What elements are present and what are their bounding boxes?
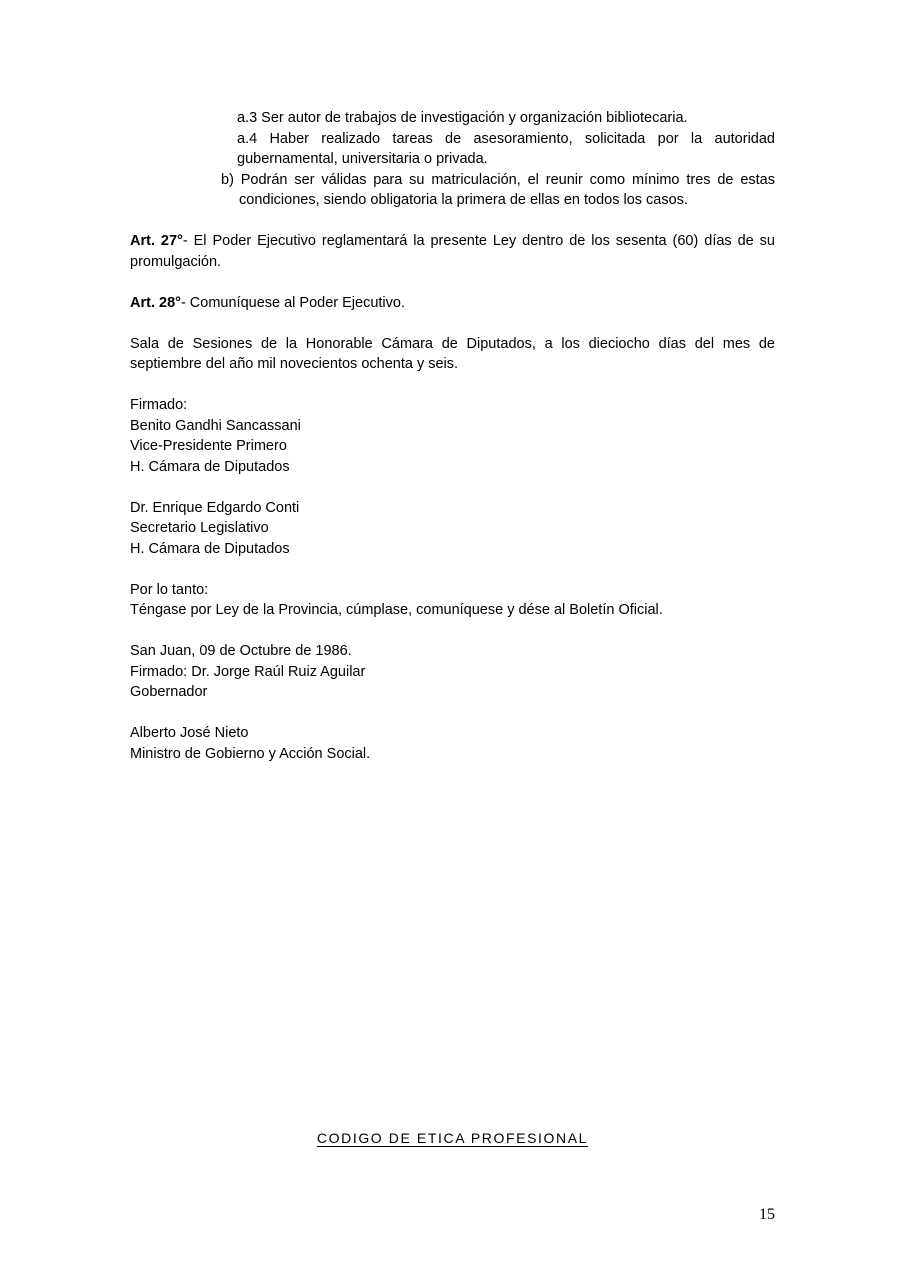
article-28 (130, 293, 775, 314)
page-number: 15 (759, 1206, 775, 1223)
spacer (130, 621, 775, 642)
signer1-org: H. Cámara de Diputados (130, 458, 290, 475)
minister-role: Ministro de Gobierno y Acción Social. (130, 745, 371, 762)
minister-name: Alberto José Nieto (130, 725, 249, 741)
article-28-label: Art. 28° (130, 294, 181, 311)
signer2-name: Dr. Enrique Edgardo Conti (130, 499, 300, 516)
article-27-label: Art. 27° (130, 233, 183, 249)
spacer (130, 211, 775, 232)
por-lo-tanto-text: Téngase por Ley de la Provincia, cúmplase, comuníquese y dése al Boletín Oficial. (130, 602, 663, 618)
article-27-text: - El Poder Ejecutivo reglamentará la presente Ley dentro de los sesenta (60) días de su promulgación. (130, 233, 775, 270)
spacer (130, 313, 775, 334)
signer1-name: Benito Gandhi Sancassani (130, 417, 301, 434)
signer2-org: H. Cámara de Diputados (130, 540, 290, 557)
article-28-text: - Comuníquese al Poder Ejecutivo. (180, 294, 406, 311)
place-date: San Juan, 09 de Octubre de 1986. (130, 643, 352, 659)
spacer (130, 477, 775, 498)
footer-section-title: CODIGO DE ETICA PROFESIONAL (316, 1130, 589, 1146)
governor-role: Gobernador (130, 684, 208, 700)
sala-sesiones-paragraph: Sala de Sesiones de la Honorable Cámara de Diputados, a los dieciocho días del mes de septiembre del año mil novecientos ochenta y seis. (130, 335, 775, 372)
spacer (130, 272, 775, 293)
spacer (130, 375, 775, 396)
page-content (130, 108, 775, 764)
item-b: b) Podrán ser válidas para su matriculación, el reunir como mínimo tres de estas condiciones, siendo obligatoria la primera de ellas en todos los casos. (221, 171, 775, 208)
spacer (130, 703, 775, 724)
item-a3: a.3 Ser autor de trabajos de investigación y organización bibliotecaria. (237, 110, 688, 126)
article-27 (130, 231, 775, 272)
signer1-role: Vice-Presidente Primero (130, 438, 287, 454)
por-lo-tanto-label: Por lo tanto: (130, 581, 209, 598)
spacer (130, 559, 775, 580)
governor-signature: Firmado: Dr. Jorge Raúl Ruiz Aguilar (130, 663, 366, 680)
firmado-label: Firmado: (130, 397, 188, 413)
signer2-role: Secretario Legislativo (130, 520, 269, 536)
item-a4: a.4 Haber realizado tareas de asesoramiento, solicitada por la autoridad gubernamental, universitaria o privada. (237, 130, 775, 167)
